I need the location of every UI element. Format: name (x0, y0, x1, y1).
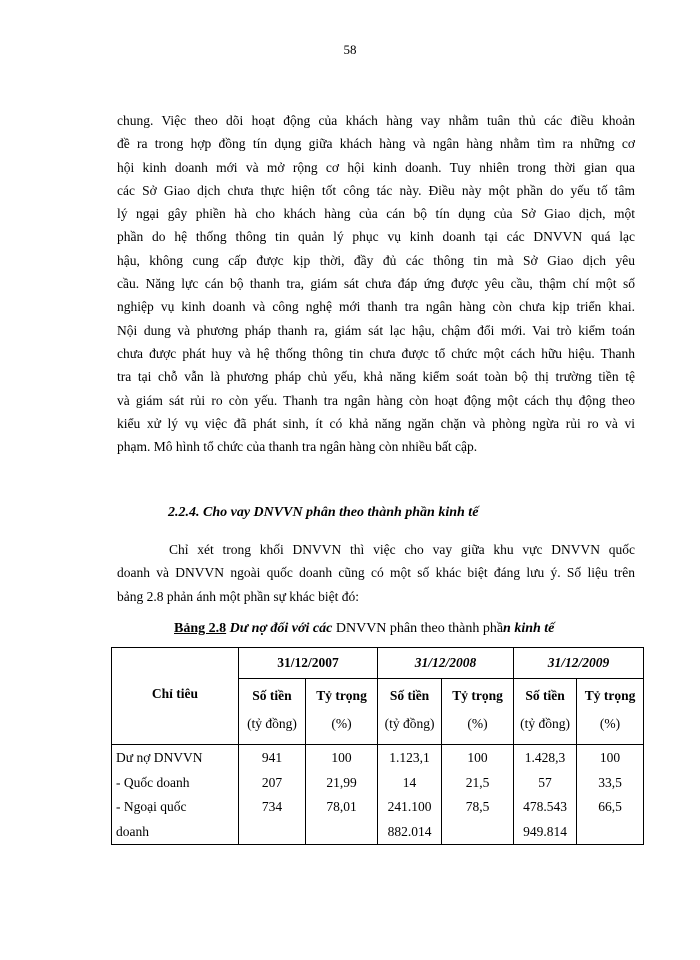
paragraph-line: các Sở Giao dịch chưa thực hiện tốt công tác này. Điều này một phần do yếu tố tâm (117, 182, 635, 198)
table-body-row (112, 745, 644, 845)
page-number: 58 (343, 42, 357, 57)
amount-value: 207 (261, 774, 283, 790)
debt-table (111, 647, 644, 845)
year-header-2009: 31/12/2009 (514, 648, 644, 679)
col-share-unit: (%) (467, 716, 488, 731)
amount-value: 882.014 (387, 823, 432, 839)
intro-line: Chỉ xét trong khối DNVVN thì việc cho vay giữa khu vực DNVVN quốc (169, 542, 635, 557)
table-header-row (112, 648, 644, 679)
table-caption (174, 621, 554, 637)
amount-value: 14 (402, 774, 417, 790)
col-amount-header (514, 679, 577, 745)
amount-value: 1.428,3 (524, 750, 566, 765)
table-caption-title-end: n kinh tế (503, 621, 555, 636)
amount-value: 478.543 (523, 799, 567, 814)
col-share-header (306, 679, 378, 745)
amount-value: 734 (261, 799, 283, 814)
col-amount-label: Số tiền (525, 688, 565, 703)
paragraph-line: nghiệp vụ kinh doanh và công nghệ mới thanh tra ngân hàng còn chưa kịp triển khai. (117, 299, 635, 315)
intro-paragraph (117, 538, 635, 608)
paragraph-line: kiểu xử lý vụ việc đã phát sinh, ít có khả năng ngăn chặn và phòng ngừa rủi ro và vi (117, 415, 635, 431)
col-amount-header (239, 679, 306, 745)
share-value: 78,5 (465, 799, 490, 814)
row-label: Dư nợ DNVVN (116, 750, 203, 765)
share-value: 100 (599, 750, 621, 765)
paragraph-line: hậu, không cung cấp được kịp thời, đầy đủ các thông tin mà Sở Giao dịch yêu (117, 252, 635, 268)
share-value: 66,5 (598, 799, 622, 814)
table-caption-title: Dư nợ đối với các (226, 621, 333, 636)
col-share-header (577, 679, 644, 745)
share-value: 100 (467, 750, 488, 765)
share-2009-cell (577, 745, 644, 845)
paragraph-line: và giám sát rủi ro còn yếu. Thanh tra ngân hàng còn hoạt động một cách thụ động theo (117, 392, 635, 408)
amount-value: 57 (538, 774, 552, 790)
year-header-2008: 31/12/2008 (378, 648, 514, 679)
year-header-2007: 31/12/2007 (239, 648, 378, 679)
amount-2008-cell (378, 745, 442, 845)
section-heading: 2.2.4. Cho vay DNVVN phân theo thành phần kinh tế (168, 505, 479, 520)
col-share-label: Tỷ trọng (316, 688, 367, 703)
amount-2009-cell (514, 745, 577, 845)
col-amount-unit: (tỷ đồng) (520, 716, 570, 731)
table-caption-title-plain: DNVVN phân theo thành phầ (332, 621, 504, 636)
label-cell (112, 745, 239, 845)
col-share-unit: (%) (331, 716, 352, 731)
paragraph-line: Nội dung và phương pháp thanh ra, giám sát lạc hậu, chậm đổi mới. Vai trò kiểm toán (117, 322, 635, 338)
table-caption-label: Bảng 2.8 (174, 621, 227, 636)
intro-line: doanh và DNVVN ngoài quốc doanh cũng có một số khác biệt đáng lưu ý. Số liệu trên (117, 565, 635, 581)
col-share-header (442, 679, 514, 745)
col-share-label: Tỷ trọng (452, 688, 503, 703)
col-amount-unit: (tỷ đồng) (247, 716, 297, 731)
col-share-unit: (%) (599, 716, 621, 731)
paragraph-line: tra tại chỗ vẫn là phương pháp chủ yếu, khả năng kiểm soát toàn bộ thị trường tiền tệ (117, 369, 635, 385)
paragraph-line: cầu. Năng lực cán bộ thanh tra, giám sát chưa đáp ứng được yêu cầu, thậm chí một số (117, 276, 635, 292)
share-2007-cell (306, 745, 378, 845)
paragraph-line: phạm. Mô hình tổ chức của thanh tra ngân hàng còn nhiều bất cập. (117, 439, 478, 455)
share-value: 33,5 (598, 774, 622, 790)
col-amount-label: Số tiền (389, 688, 430, 703)
col-amount-header (378, 679, 442, 745)
col-amount-label: Số tiền (252, 688, 292, 703)
share-2008-cell (442, 745, 514, 845)
col-share-label: Tỷ trọng (584, 688, 636, 703)
row-label: - Ngoại quốc (116, 799, 187, 814)
amount-value: 241.100 (387, 799, 432, 814)
amount-value: 941 (261, 750, 283, 765)
col-amount-unit: (tỷ đồng) (384, 716, 435, 731)
row-header-cell (112, 648, 239, 745)
paragraph-line: đề ra trong hợp đồng tín dụng giữa khách hàng và ngân hàng nhằm tìm ra những cơ (117, 136, 635, 152)
body-paragraph (117, 109, 635, 458)
share-value: 100 (331, 750, 352, 765)
row-header-label: Chỉ tiêu (151, 686, 199, 701)
row-label: doanh (116, 823, 149, 839)
paragraph-line: chung. Việc theo dõi hoạt động của khách hàng vay nhằm tuân thủ các điều khoản (117, 113, 635, 128)
paragraph-line: phần do hệ thống thông tin quản lý phục vụ kinh doanh tại các DNVVN quá lạc (117, 229, 635, 245)
row-label: - Quốc doanh (116, 774, 190, 790)
paragraph-line: lý ngại gây phiền hà cho khách hàng của cán bộ tín dụng của Sở Giao dịch, một (117, 206, 635, 222)
share-value: 78,01 (326, 799, 357, 814)
share-value: 21,5 (465, 774, 490, 790)
amount-2007-cell (239, 745, 306, 845)
paragraph-line: chưa được phát huy và hệ thống thông tin chưa được tổ chức một cách hữu hiệu. Thanh (117, 345, 635, 361)
intro-line: bảng 2.8 phản ánh một phần sự khác biệt đó: (117, 588, 360, 604)
amount-value: 1.123,1 (389, 750, 430, 765)
amount-value: 949.814 (523, 823, 567, 839)
share-value: 21,99 (326, 774, 357, 790)
paragraph-line: hội kinh doanh mới và mở rộng cơ hội kinh doanh. Tuy nhiên trong thời gian qua (117, 159, 635, 175)
